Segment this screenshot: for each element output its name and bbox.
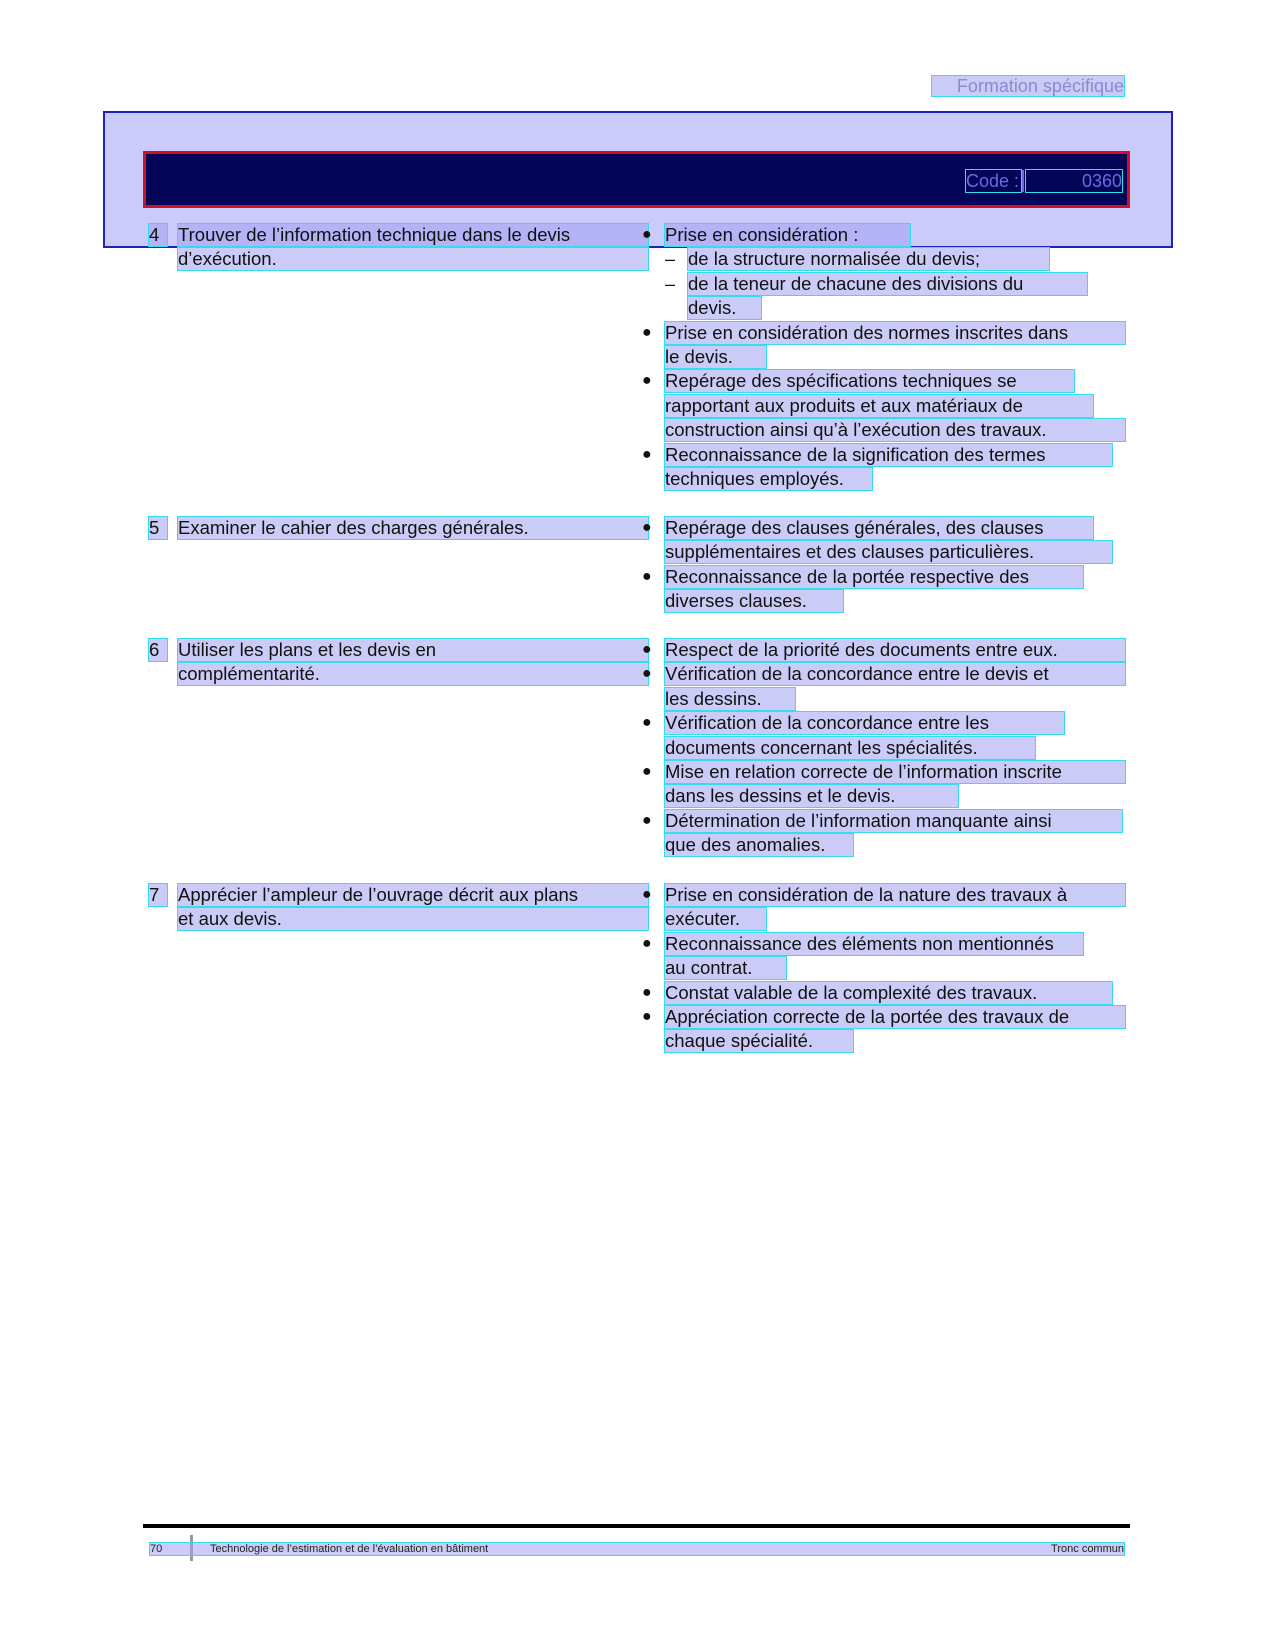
objective-text: complémentarité. [178,663,648,685]
criterion-text: construction ainsi qu’à l’exécution des travaux. [665,419,1125,441]
page-footer [150,1543,1124,1555]
bullet-icon: ● [642,934,652,952]
sub-criterion-text: de la teneur de chacune des divisions du [688,273,1087,295]
objective-number: 4 [149,224,167,246]
criterion-text: Prise en considération des normes inscrites dans [665,322,1125,344]
section-title: Formation spécifique [932,76,1124,96]
criterion-text: Mise en relation correcte de l’information inscrite [665,761,1125,783]
bullet-icon: ● [642,372,652,390]
criterion-text: les dessins. [665,688,795,710]
objective-text: Utiliser les plans et les devis en [178,639,648,661]
bullet-icon: ● [642,445,652,463]
criterion-text: que des anomalies. [665,834,853,856]
criterion-text: dans les dessins et le devis. [665,785,958,807]
dash-icon: – [665,273,676,294]
criterion-text: Constat valable de la complexité des travaux. [665,982,1112,1004]
sub-criterion-text: de la structure normalisée du devis; [688,248,1049,270]
criterion-text: Reconnaissance de la signification des termes [665,444,1112,466]
criterion-text: Repérage des clauses générales, des clauses [665,517,1093,539]
criterion-text: Détermination de l’information manquante ainsi [665,810,1122,832]
criterion-text: exécuter. [665,908,766,930]
criterion-text: Prise en considération : [665,224,910,246]
page-number: 70 [150,1543,163,1555]
criterion-text: rapportant aux produits et aux matériaux de [665,395,1093,417]
criterion-text: diverses clauses. [665,590,843,612]
dash-icon: – [665,249,676,270]
bullet-icon: ● [642,714,652,732]
objective-text: d’exécution. [178,248,648,270]
code-label: Code : [966,171,1020,191]
criterion-text: Appréciation correcte de la portée des travaux de [665,1006,1125,1028]
criterion-text: techniques employés. [665,468,872,490]
bullet-icon: ● [642,641,652,658]
objective-text: et aux devis. [178,908,648,930]
criterion-text: Reconnaissance des éléments non mentionnés [665,933,1083,955]
bullet-icon: ● [642,886,652,903]
code-value: 0360 [1026,170,1122,192]
objective-text: Examiner le cahier des charges générales. [178,517,648,539]
code-separator [1022,170,1024,192]
bullet-icon: ● [642,323,652,341]
objective-number: 7 [149,884,167,906]
criterion-text: Vérification de la concordance entre le devis et [665,663,1125,685]
bullet-icon: ● [642,519,652,536]
criterion-text: Repérage des spécifications techniques se [665,370,1074,392]
bullet-icon: ● [642,1008,652,1025]
sub-criterion-text: devis. [688,297,761,319]
bullet-icon: ● [642,811,652,829]
criterion-text: le devis. [665,346,766,368]
objective-text: Apprécier l’ampleur de l’ouvrage décrit aux plans [178,884,648,906]
criterion-text: Reconnaissance de la portée respective des [665,566,1083,588]
criterion-text: supplémentaires et des clauses particulières. [665,541,1112,563]
bullet-icon: ● [642,983,652,1001]
bullet-icon: ● [642,763,652,780]
bullet-icon: ● [642,665,652,683]
bullet-icon: ● [642,226,652,243]
footer-rule [143,1524,1130,1528]
objective-number: 5 [149,517,167,539]
criterion-text: Prise en considération de la nature des travaux à [665,884,1125,906]
criterion-text: chaque spécialité. [665,1030,853,1052]
footer-right: Tronc commun [1051,1543,1124,1555]
criterion-text: au contrat. [665,957,786,979]
criterion-text: Respect de la priorité des documents entre eux. [665,639,1125,661]
objective-text: Trouver de l’information technique dans le devis [178,224,648,246]
bullet-icon: ● [642,567,652,585]
footer-title: Technologie de l’estimation et de l’évaluation en bâtiment [210,1543,489,1555]
objective-number: 6 [149,639,167,661]
criterion-text: documents concernant les spécialités. [665,737,1035,759]
criterion-text: Vérification de la concordance entre les [665,712,1064,734]
